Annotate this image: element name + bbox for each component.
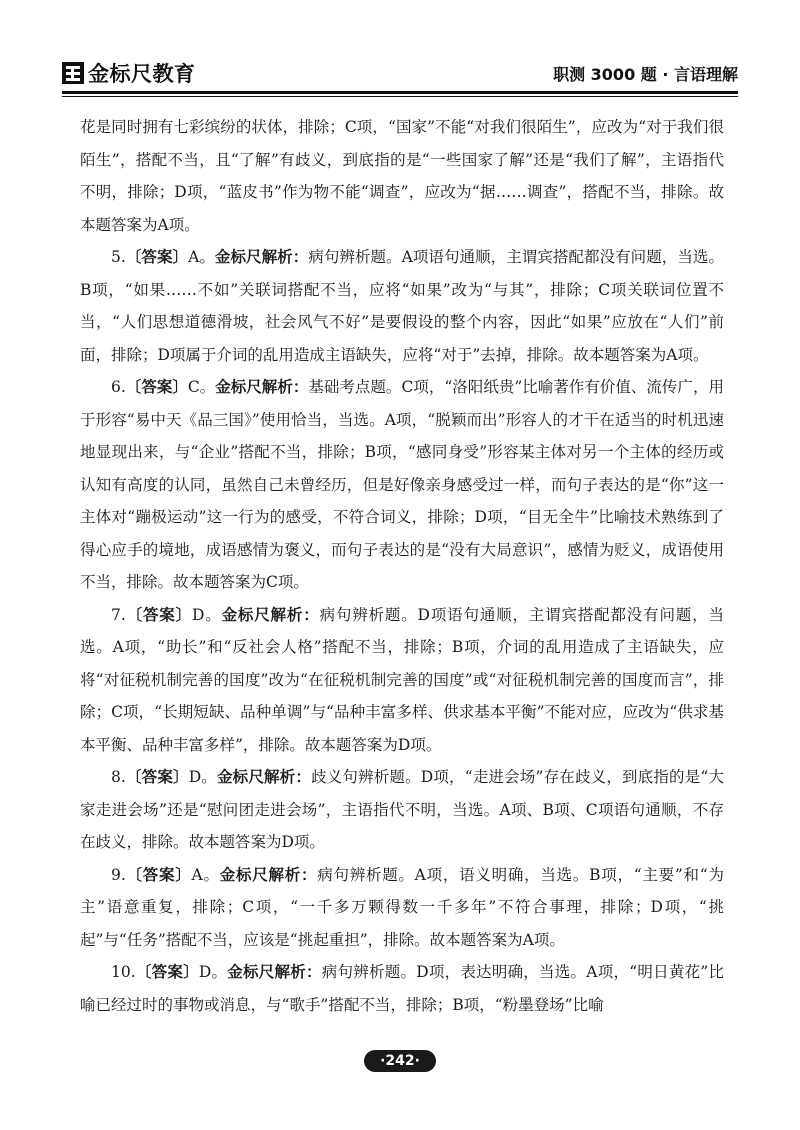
answer-paragraph-7 — [80, 599, 724, 762]
answer-letter: C。 — [187, 378, 216, 396]
paragraph-text: 花是同时拥有七彩缤纷的状体，排除；C项，“国家”不能“对我们很陌生”，应改为“对于我们很陌生”，搭配不当，且“了解”有歧义，到底指的是“一些国家了解”还是“我们了解”，主语指代不明，排除；D项，“蓝皮书”作为物不能“调查”，应改为“据……调查”，搭配不当，排除。故本题答案为A项。 — [80, 118, 724, 234]
answer-tag: 〔答案〕 — [135, 963, 199, 981]
answer-tag: 〔答案〕 — [125, 378, 188, 396]
paragraph-text: 病句辨析题。A项，语义明确，当选。B项，“主要”和“为主”语意重复，排除；C项，“一千多万颗得数一千多年”不符合事理，排除；D项，“挑起”与“任务”搭配不当，应该是“挑起重担”，排除。故本题答案为A项。 — [80, 865, 724, 949]
answer-tag: 〔答案〕 — [125, 865, 192, 884]
paragraph-continuation — [80, 111, 724, 241]
paragraph-text: 病句辨析题。D项，表达明确，当选。A项，“明日黄花”比喻已经过时的事物或消息，与“歌手”搭配不当，排除；B项，“粉墨登场”比喻 — [80, 963, 724, 1014]
logo — [62, 58, 196, 88]
book-title: 职测 3000 题 · 言语理解 — [553, 65, 738, 84]
answer-tag: 〔答案〕 — [125, 768, 189, 786]
question-number: 10. — [111, 963, 136, 981]
question-number: 5. — [111, 248, 126, 266]
page-number: ·242· — [364, 1050, 436, 1072]
header-rule-thin — [62, 96, 738, 97]
answer-paragraph-9 — [80, 859, 724, 957]
answer-tag: 〔答案〕 — [125, 248, 189, 266]
paragraph-text: 病句辨析题。D项语句通顺，主谓宾搭配都没有问题，当选。A项，“助长”和“反社会人格”搭配不当，排除；B项，介词的乱用造成了主语缺失，应将“对征税机制完善的国度”改为“在征税机制完善的国度”或“对征税机制完善的国度而言”，排除；C项，“长期短缺、品种单调”与“品种丰富多样、供求基本平衡”不能对应，应改为“供求基本平衡、品种丰富多样”，排除。故本题答案为D项。 — [80, 605, 724, 754]
answer-paragraph-5 — [80, 241, 724, 371]
logo-text: 金标尺教育 — [88, 62, 196, 86]
answer-paragraph-6 — [80, 371, 724, 599]
analysis-label: 金标尺解析： — [215, 378, 309, 396]
analysis-label: 金标尺解析： — [227, 963, 322, 981]
question-number: 8. — [111, 768, 126, 786]
analysis-label: 金标尺解析： — [221, 605, 320, 624]
page-header — [62, 56, 738, 90]
paragraph-text: 病句辨析题。A项语句通顺，主谓宾搭配都没有问题，当选。B项，“如果……不如”关联词搭配不当，应将“如果”改为“与其”，排除；C项关联词位置不当，“人们思想道德滑坡，社会风气不好”是要假设的整个内容，因此“如果”应放在“人们”前面，排除；D项属于介词的乱用造成主语缺失，应将“对于”去掉，排除。故本题答案为A项。 — [80, 248, 724, 364]
paragraph-text: 歧义句辨析题。D项，“走进会场”存在歧义，到底指的是“大家走进会场”还是“慰问团走进会场”，主语指代不明，当选。A项、B项、C项语句通顺，不存在歧义，排除。故本题答案为D项。 — [80, 768, 724, 851]
analysis-label: 金标尺解析： — [216, 768, 312, 786]
answer-letter: A。 — [188, 248, 215, 266]
logo-mark-icon — [62, 62, 84, 84]
header-rule — [62, 91, 738, 94]
question-number: 7. — [111, 605, 126, 624]
answer-letter: D。 — [188, 768, 217, 786]
answer-paragraph-8 — [80, 761, 724, 859]
answer-letter: D。 — [198, 963, 228, 981]
analysis-label: 金标尺解析： — [219, 865, 318, 884]
answer-letter: D。 — [191, 605, 222, 624]
answer-letter: A。 — [191, 865, 220, 884]
analysis-label: 金标尺解析： — [214, 248, 309, 266]
answer-paragraph-10 — [80, 956, 724, 1021]
question-number: 9. — [111, 865, 126, 884]
question-number: 6. — [111, 378, 126, 396]
paragraph-text: 基础考点题。C项，“洛阳纸贵”比喻著作有价值、流传广，用于形容“易中天《品三国》”使用恰当，当选。A项，“脱颖而出”形容人的才干在适当的时机迅速地显现出来，与“企业”搭配不当，排除；B项，“感同身受”形容某主体对另一个主体的经历或认知有高度的认同，虽然自己未曾经历，但是好像亲身感受过一样，而句子表达的是“你”这一主体对“蹦极运动”这一行为的感受，不符合词义，排除；D项，“目无全牛”比喻技术熟练到了得心应手的境地，成语感情为褒义，而句子表达的是“没有大局意识”，感情为贬义，成语使用不当，排除。故本题答案为C项。 — [80, 378, 724, 591]
answer-content — [80, 111, 724, 1021]
answer-tag: 〔答案〕 — [125, 605, 192, 624]
